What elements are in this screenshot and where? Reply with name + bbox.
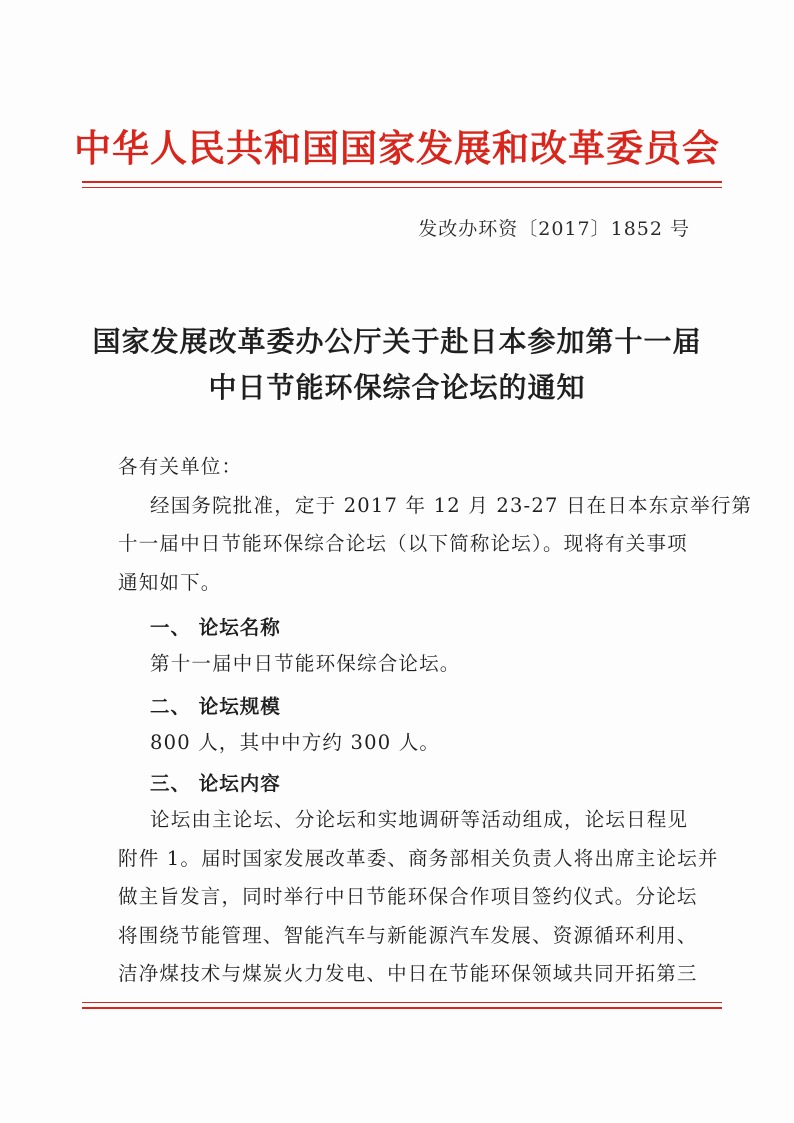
footer-divider-thick (82, 1007, 722, 1009)
footer-divider-thin (82, 1002, 722, 1003)
section-heading-3: 三、 论坛内容 (150, 772, 281, 795)
intro-line-1: 经国务院批准，定于 2017 年 12 月 23-27 日在日本东京举行第 (150, 494, 753, 517)
agency-title: 中华人民共和国国家发展和改革委员会 (74, 126, 720, 170)
section-3-line-4: 将围绕节能管理、智能汽车与新能源汽车发展、资源循环利用、 (118, 924, 698, 947)
header-divider-thick (82, 181, 722, 183)
document-number: 发改办环资〔2017〕1852 号 (418, 218, 690, 240)
section-heading-2: 二、 论坛规模 (150, 695, 281, 718)
header-divider-thin (82, 187, 722, 188)
intro-line-3: 通知如下。 (118, 571, 222, 594)
section-heading-1: 一、 论坛名称 (150, 616, 281, 639)
salutation: 各有关单位： (118, 455, 243, 478)
section-1-line-1: 第十一届中日节能环保综合论坛。 (150, 652, 461, 675)
section-3-line-1: 论坛由主论坛、分论坛和实地调研等活动组成，论坛日程见 (150, 808, 689, 831)
section-3-line-3: 做主旨发言，同时举行中日节能环保合作项目签约仪式。分论坛 (118, 885, 698, 908)
notice-title-line-1: 国家发展改革委办公厅关于赴日本参加第十一届 (92, 325, 702, 358)
section-2-line-1: 800 人，其中中方约 300 人。 (150, 731, 441, 754)
section-3-line-5: 洁净煤技术与煤炭火力发电、中日在节能环保领域共同开拓第三 (118, 962, 698, 985)
notice-title-line-2: 中日节能环保综合论坛的通知 (208, 371, 586, 404)
section-3-line-2: 附件 1。届时国家发展改革委、商务部相关负责人将出席主论坛并 (118, 847, 719, 870)
intro-line-2: 十一届中日节能环保综合论坛（以下简称论坛）。现将有关事项 (118, 532, 688, 555)
